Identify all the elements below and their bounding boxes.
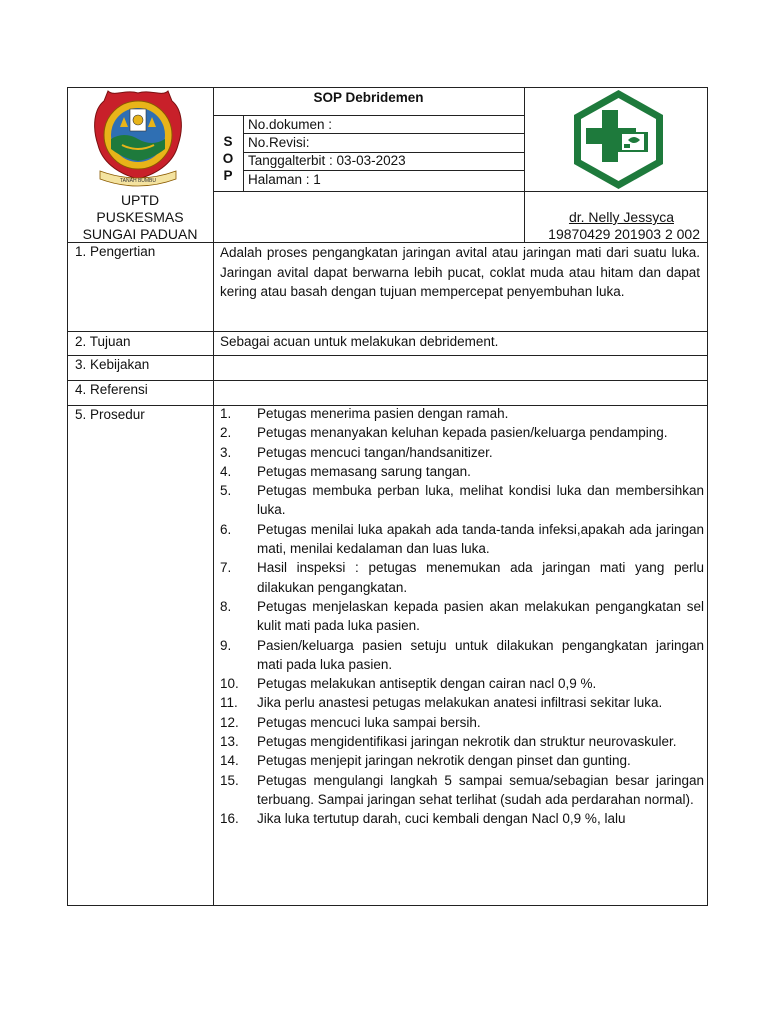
procedure-step [220,558,704,597]
procedure-step-number: 4. [220,463,232,479]
procedure-step-number: 5. [220,483,232,499]
procedure-step-text: Petugas membuka perban luka, melihat kondisi luka dan membersihkan luka. [257,483,704,518]
procedure-step-text: Petugas memasang sarung tangan. [257,463,471,479]
procedure-step-number: 16. [220,811,239,827]
procedure-step [220,693,704,712]
org-line-1: UPTD [120,192,160,208]
procedure-step-number: 3. [220,444,232,460]
procedure-step [220,462,704,481]
procedure-step-text: Petugas menanyakan keluhan kepada pasien/keluarga pendamping. [257,425,668,441]
procedure-step-number: 13. [220,734,239,750]
procedure-step-number: 10. [220,676,239,692]
page-field: Halaman : 1 [248,172,321,187]
procedure-step [220,443,704,462]
procedure-step-number: 1. [220,406,232,421]
procedure-step-text: Petugas melakukan antiseptik dengan cairan nacl 0,9 %. [257,676,597,692]
procedure-step [220,404,704,423]
procedure-step-number: 9. [220,637,232,653]
procedure-step-text: Petugas mengidentifikasi jaringan nekrotik dan struktur neurovaskuler. [257,734,677,750]
procedure-step-text: Jika luka tertutup darah, cuci kembali dengan Nacl 0,9 %, lalu [257,811,626,827]
procedure-step [220,520,704,559]
procedure-step [220,771,704,810]
regional-emblem-logo [92,87,184,193]
procedure-step-text: Hasil inspeksi : petugas menemukan ada jaringan mati yang perlu dilakukan pengangkatan. [257,560,704,595]
section-label-tujuan: 2. Tujuan [75,334,131,349]
procedure-step [220,423,704,442]
procedure-step [220,481,704,520]
procedure-step-number: 12. [220,714,239,730]
procedure-step-text: Petugas menerima pasien dengan ramah. [257,406,509,421]
issue-date-field: Tanggalterbit : 03-03-2023 [248,153,406,168]
procedure-step [220,809,704,828]
emblem-banner-text: TANAH BUMBU [119,178,157,184]
sop-letter-s: S [223,134,233,149]
procedure-step-number: 11. [220,695,238,711]
procedure-step-text: Petugas menjepit jaringan nekrotik dengan pinset dan gunting. [257,753,631,769]
sop-letter-o: O [222,151,234,166]
signatory-nip: 19870429 201903 2 002 [548,226,700,242]
puskesmas-logo [570,88,667,191]
procedure-step-number: 8. [220,598,232,614]
pengertian-text: Adalah proses pengangkatan jaringan avital atau jaringan mati dari suatu luka. Jaringan avital dapat berwarna lebih pucat, coklat muda atau hitam dan dapat kering atau basah dengan tujuan mempercepat penyembuhan luka. [220,245,700,299]
document-title: SOP Debridemen [313,90,424,105]
procedure-step-text: Petugas mencuci tangan/handsanitizer. [257,444,493,460]
section-label-pengertian: 1. Pengertian [75,244,156,259]
procedure-step [220,713,704,732]
procedure-step [220,732,704,751]
procedure-step-text: Petugas mengulangi langkah 5 sampai semua/sebagian besar jaringan terbuang. Sampai jaringan sehat terlihat (sudah ada perdarahan normal). [257,772,704,807]
sop-letter-p: P [223,168,233,183]
section-label-referensi: 4. Referensi [75,382,148,397]
procedure-step-text: Petugas mencuci luka sampai bersih. [257,714,481,730]
procedure-step-number: 14. [220,753,239,769]
org-line-2: PUSKESMAS [96,209,184,225]
procedure-step-number: 7. [220,560,232,576]
doc-number-field: No.dokumen : [248,117,333,132]
procedure-step-text: Petugas menilai luka apakah ada tanda-tanda infeksi,apakah ada jaringan mati, menilai kedalaman dan luas luka. [257,521,704,557]
revision-field: No.Revisi: [248,135,310,150]
procedure-step [220,751,704,770]
procedure-step [220,636,704,675]
procedure-list [220,404,704,829]
procedure-step-number: 15. [220,772,239,788]
section-label-kebijakan: 3. Kebijakan [75,357,150,372]
procedure-step-number: 6. [220,521,232,537]
procedure-step-number: 2. [220,425,232,441]
procedure-step [220,597,704,636]
org-line-3: SUNGAI PADUAN [82,226,198,242]
procedure-step-text: Petugas menjelaskan kepada pasien akan melakukan pengangkatan sel kulit mati pada luka pasien. [257,598,704,634]
procedure-step [220,674,704,693]
signatory-name: dr. Nelly Jessyca [568,209,674,225]
section-label-prosedur: 5. Prosedur [75,407,145,422]
tujuan-text: Sebagai acuan untuk melakukan debridement. [220,334,499,349]
procedure-step-text: Pasien/keluarga pasien setuju untuk dilakukan pengangkatan jaringan mati pada luka pasien. [257,637,704,672]
procedure-step-text: Jika perlu anastesi petugas melakukan anatesi infiltrasi sekitar luka. [257,695,663,711]
